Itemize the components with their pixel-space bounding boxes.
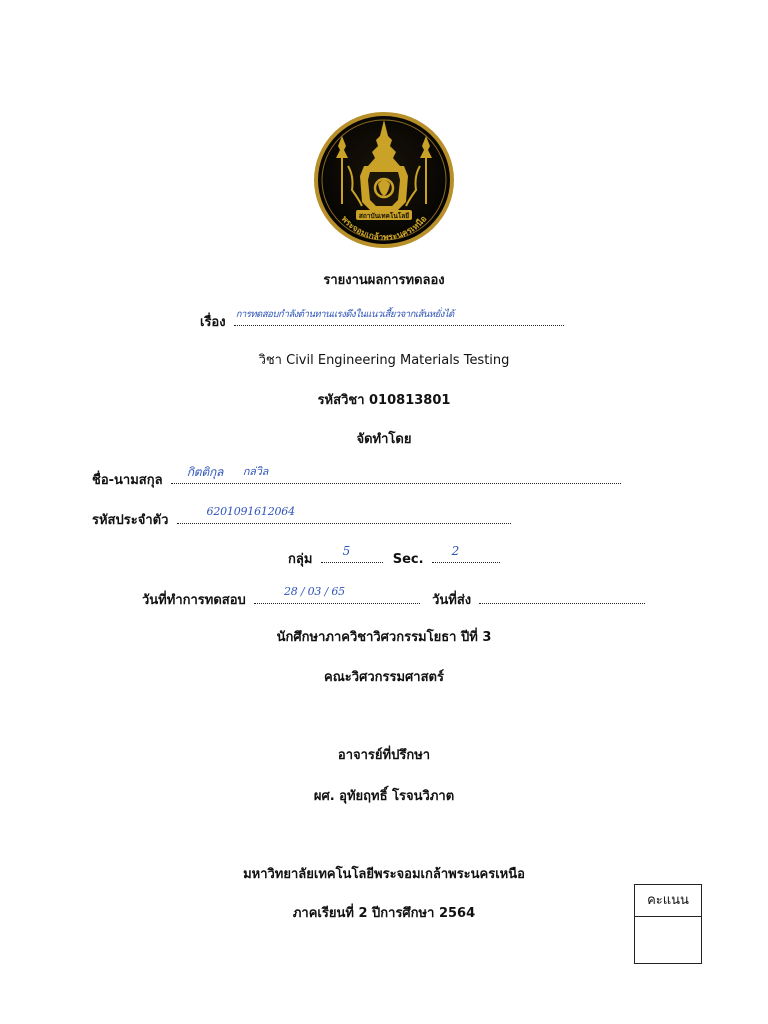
submit-date-field [479, 591, 645, 604]
student-id-handwritten: 6201091612064 [206, 505, 295, 518]
seal-text-top: สถาบันเทคโนโลยี [358, 212, 410, 220]
test-date-field [254, 585, 420, 604]
topic-handwritten: การทดสอบกำลังต้านทานแรงดึงในแนวเสี้ยวจากเส้นหยั่งได้ [235, 309, 454, 320]
first-name-handwritten: กิตติกุล [186, 465, 224, 479]
name-line [92, 465, 621, 490]
score-box-label: คะแนน [635, 885, 701, 917]
advisor-name: ผศ. อุทัยฤทธิ์ โรจนวิภาต [313, 789, 455, 804]
prepared-by-heading: จัดทำโดย [356, 432, 412, 447]
topic-label: เรื่อง [200, 315, 226, 330]
student-id-label: รหัสประจำตัว [92, 513, 169, 528]
score-box [634, 884, 702, 964]
dates-line [142, 585, 645, 610]
course-name: วิชา Civil Engineering Materials Testing [258, 353, 510, 368]
report-title: รายงานผลการทดลอง [323, 273, 445, 288]
group-field [321, 544, 383, 563]
semester-info: ภาคเรียนที่ 2 ปีการศึกษา 2564 [292, 906, 476, 921]
university-name: มหาวิทยาลัยเทคโนโลยีพระจอมเกล้าพระนครเหนือ [243, 867, 525, 882]
sec-handwritten: 2 [451, 544, 460, 558]
course-code: รหัสวิชา 010813801 [317, 393, 451, 408]
last-name-handwritten: กล่วิล [242, 465, 269, 478]
group-handwritten: 5 [342, 544, 350, 558]
university-seal [308, 106, 460, 254]
group-label: กลุ่ม [288, 552, 313, 567]
score-box-value [635, 917, 701, 963]
submit-date-label: วันที่ส่ง [432, 593, 472, 608]
advisor-heading: อาจารย์ที่ปรึกษา [337, 748, 431, 763]
student-description: นักศึกษาภาควิชาวิศวกรรมโยธา ปีที่ 3 [276, 630, 492, 645]
seal-text-bottom: พระจอมเกล้าพระนครเหนือ [338, 214, 430, 244]
name-label: ชื่อ-นามสกุล [92, 473, 163, 488]
test-date-handwritten: 28 / 03 / 65 [283, 585, 345, 598]
sec-label: Sec. [392, 552, 424, 567]
test-date-label: วันที่ทำการทดสอบ [142, 593, 246, 608]
faculty-name: คณะวิศวกรรมศาสตร์ [324, 670, 444, 685]
sec-field [432, 544, 500, 563]
name-field [171, 465, 621, 484]
topic-line [200, 309, 564, 332]
group-line [288, 544, 500, 569]
student-id-field [177, 505, 511, 524]
student-id-line [92, 505, 511, 530]
seal-emblem-icon [308, 106, 460, 254]
topic-field [234, 309, 564, 326]
